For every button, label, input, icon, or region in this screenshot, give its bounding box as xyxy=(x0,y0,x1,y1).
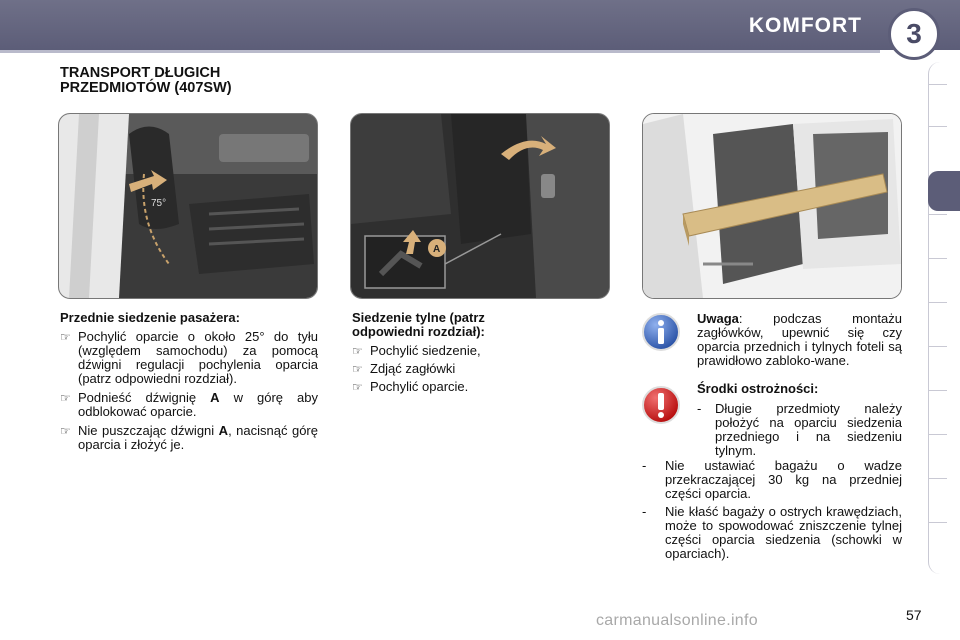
warning-icon xyxy=(641,385,681,425)
list-item-text-start: Nie puszczając dźwigni xyxy=(78,423,219,438)
dash-marker: - xyxy=(642,458,647,473)
lever-key-letter: A xyxy=(210,390,220,405)
info-note xyxy=(697,312,902,368)
front-seat-instructions xyxy=(60,311,318,452)
rear-seat-instructions xyxy=(352,311,532,394)
info-text: : podczas montażu zagłówków, upewnić się czy oparcia przednich i tylnych foteli są prawidłowo zabloko-wane. xyxy=(697,311,902,368)
warning-item-text: Długie przedmioty należy położyć na oparciu siedzenia przedniego i na siedzeniu tylnym. xyxy=(715,401,902,458)
tab-mark xyxy=(929,390,947,391)
tab-mark xyxy=(929,346,947,347)
photo-rear-seat xyxy=(350,113,610,299)
warning-item-text: Nie ustawiać bagażu o wadze przekraczającej 30 kg na przedniej części oparcia. xyxy=(665,458,902,501)
long-load-illustration xyxy=(643,114,901,298)
list-item-text-start: Podnieść dźwignię xyxy=(78,390,211,405)
header-divider xyxy=(0,50,880,53)
lever-key-letter: A xyxy=(218,423,229,438)
list-item xyxy=(60,330,318,386)
tab-mark xyxy=(929,258,947,259)
chapter-badge xyxy=(888,8,940,60)
warning-heading: Środki ostrożności: xyxy=(697,381,819,396)
list-item-text-end: , nacisnąć górę oparcia i złożyć je. xyxy=(78,423,318,452)
pointing-hand-icon: ☞ xyxy=(352,344,363,358)
dash-marker: - xyxy=(697,401,702,416)
pointing-hand-icon: ☞ xyxy=(60,330,71,344)
chapter-tabs xyxy=(928,62,951,574)
list-item-text-end: w górę aby odblokować oparcie. xyxy=(78,390,318,419)
list-item xyxy=(60,391,318,419)
warning-item xyxy=(642,505,902,561)
pointing-hand-icon: ☞ xyxy=(352,380,363,394)
tab-mark xyxy=(929,434,947,435)
photo-long-load xyxy=(642,113,902,299)
section-title-line2: PRZEDMIOTÓW (407SW) xyxy=(60,80,232,96)
list-item xyxy=(352,362,532,376)
lever-callout: A xyxy=(433,244,441,255)
info-heading: Uwaga xyxy=(697,311,739,326)
list-item-text: Pochylić siedzenie, xyxy=(370,343,481,358)
tab-mark xyxy=(929,84,947,85)
list-item xyxy=(352,344,532,358)
pointing-hand-icon: ☞ xyxy=(60,391,71,405)
section-title xyxy=(60,66,232,96)
warning-note xyxy=(697,382,902,458)
tab-mark xyxy=(929,126,947,127)
warning-list-continued xyxy=(642,456,902,561)
photo-front-seat xyxy=(58,113,318,299)
warning-item xyxy=(697,402,902,458)
list-item-text: Pochylić oparcie o około 25° do tyłu (względem samochodu) za pomocą dźwigni regulacji pochylenia oparcia (patrz odpowiedni rozdział). xyxy=(78,329,318,386)
front-seat-heading: Przednie siedzenie pasażera: xyxy=(60,310,240,325)
section-title-line1: TRANSPORT DŁUGICH xyxy=(60,65,221,81)
list-item xyxy=(352,380,532,394)
page-number: 57 xyxy=(906,607,922,623)
list-item xyxy=(60,424,318,452)
watermark: carmanualsonline.info xyxy=(596,612,758,629)
tab-mark xyxy=(929,302,947,303)
front-seat-illustration xyxy=(59,114,317,298)
tab-mark xyxy=(929,522,947,523)
warning-item-text: Nie kłaść bagaży o ostrych krawędziach, może to spowodować zniszczenie tylnej części oparcia siedzenia (schowki w oparciach). xyxy=(665,504,902,561)
rear-seat-heading: Siedzenie tylne (patrz odpowiedni rozdział): xyxy=(352,310,485,339)
chapter-number: 3 xyxy=(906,18,922,49)
tab-mark xyxy=(929,478,947,479)
rear-seat-illustration xyxy=(351,114,609,298)
chapter-title: KOMFORT xyxy=(748,14,862,37)
warning-item xyxy=(642,459,902,501)
list-item-text: Zdjąć zagłówki xyxy=(370,361,456,376)
info-icon xyxy=(641,312,681,352)
angle-label: 75° xyxy=(151,198,167,209)
active-chapter-tab[interactable] xyxy=(928,171,960,211)
pointing-hand-icon: ☞ xyxy=(60,424,71,438)
pointing-hand-icon: ☞ xyxy=(352,362,363,376)
tab-mark xyxy=(929,214,947,215)
list-item-text: Pochylić oparcie. xyxy=(370,379,469,394)
dash-marker: - xyxy=(642,504,647,519)
